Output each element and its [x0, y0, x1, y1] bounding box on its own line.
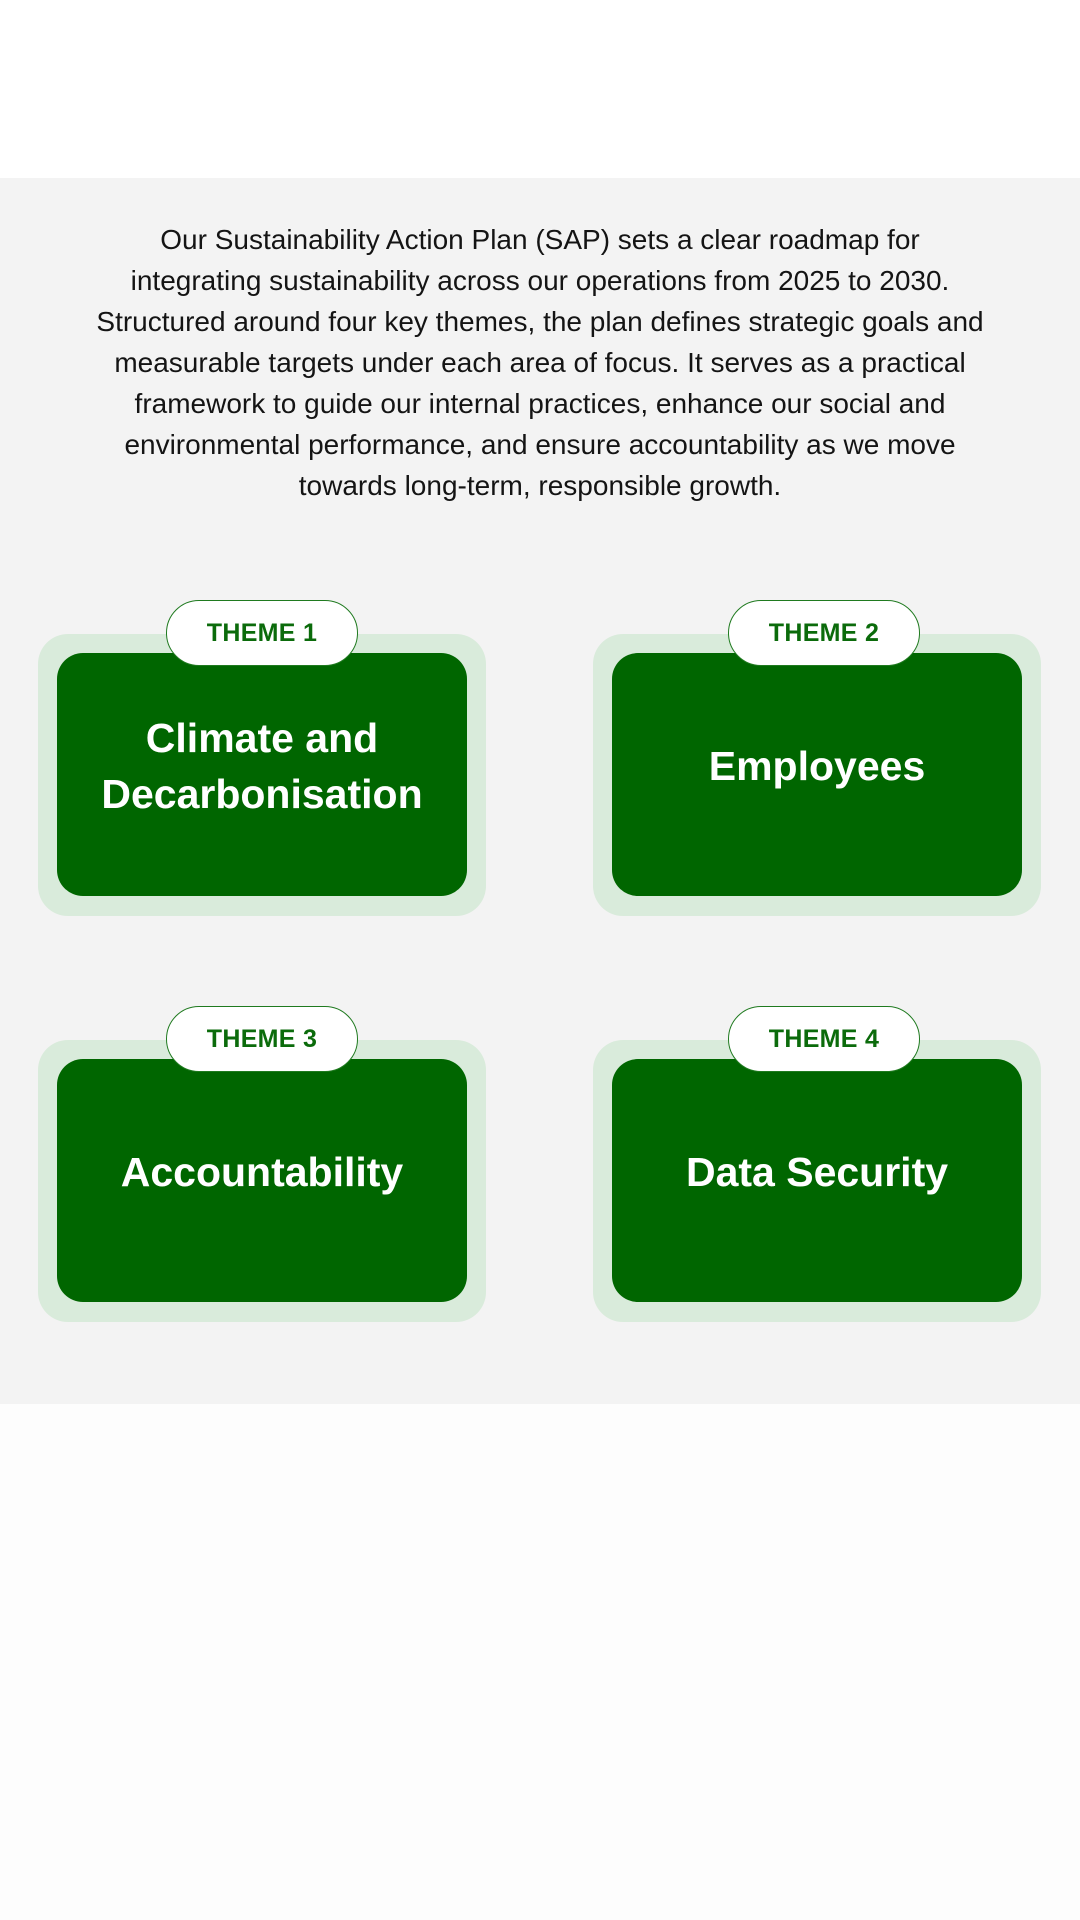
theme-4-title [686, 1144, 948, 1200]
theme-card-4-panel [612, 1059, 1022, 1302]
sap-section [0, 178, 1080, 1404]
theme-card-1-panel [57, 653, 467, 896]
theme-2-badge: THEME 2 [728, 600, 920, 666]
theme-4-title-line-1: Data Security [685, 1148, 949, 1195]
theme-3-title [121, 1144, 403, 1200]
theme-card-2-panel [612, 653, 1022, 896]
intro-paragraph: Our Sustainability Action Plan (SAP) sets a clear roadmap for integrating sustainability across our operations from 2025 to 2030. Structured around four key themes, the plan defines strategic goals and measurable targets under each area of focus. It serves as a practical framework to guide our internal practices, enhance our social and environmental performance, and ensure accountability as we move towards long-term, responsible growth. [96, 224, 984, 501]
theme-1-badge: THEME 1 [166, 600, 358, 666]
top-blank-area [0, 0, 1080, 178]
bottom-blank-area [0, 1404, 1080, 1920]
theme-3-title-line-1: Accountability [120, 1148, 404, 1195]
theme-4-badge: THEME 4 [728, 1006, 920, 1072]
theme-1-title-line-2: Decarbonisation [101, 770, 423, 817]
theme-2-title [709, 738, 926, 794]
theme-3-badge: THEME 3 [166, 1006, 358, 1072]
theme-card-1 [38, 618, 486, 916]
theme-card-2 [593, 618, 1041, 916]
theme-card-3 [38, 1024, 486, 1322]
theme-1-title [101, 710, 422, 822]
theme-1-title-line-1: Climate and [145, 714, 379, 761]
theme-card-3-panel [57, 1059, 467, 1302]
theme-card-4 [593, 1024, 1041, 1322]
theme-2-title-line-1: Employees [708, 742, 926, 789]
